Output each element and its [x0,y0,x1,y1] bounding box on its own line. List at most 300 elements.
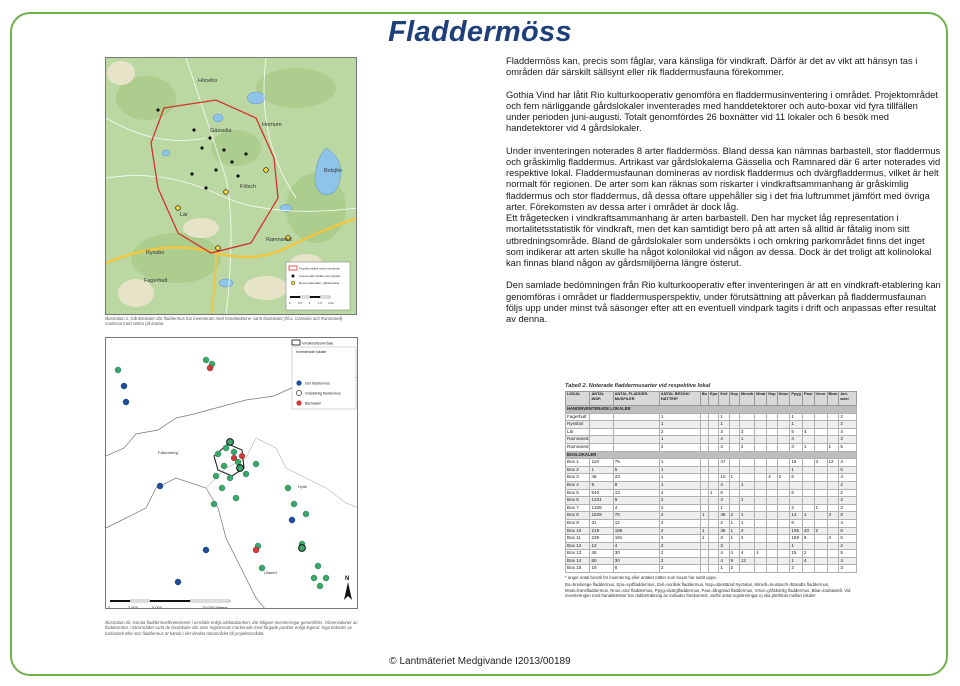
paragraph-species: Under inventeringen noterades 8 arter fladdermöss. Bland dessa kan nämnas barbastell, stor fladdermus och gråskimlig fladdermus. Artrikast var gårdslokalerna Gässelia och Ramnared där 6 arter noterades vid respektive lokal. Fladdermusfaunan domineras av nordisk fladdermus och dvärgfladdermus, vilket är helt normalt för regionen. De arter som kan räknas som riskarter i vindkraftsammanhang är gråskimlig fladdermus och stor fladdermus, då dessa oftare uppehåller sig i det fria luftrummet jämfört med övriga arter. Förekomsten av dessa arter i området är dock låg. [506,145,941,212]
table-cell [814,421,827,429]
table-cell: 1 [827,443,839,451]
table-cell: 19 [590,565,613,573]
table-cell: 4 [802,428,814,436]
table-cell: 12 [613,519,659,527]
table-cell [709,535,719,543]
table-cell: 2 [739,535,754,543]
table-cell: 3 [719,535,729,543]
table-cell [767,565,777,573]
map1-legend-item-2: Inventerade fladdermus gårdar [299,274,341,278]
table-cell: 3 [790,443,803,451]
table-cell [709,527,719,535]
table-cell [814,489,827,497]
table-cell [700,428,708,436]
table-cell [755,443,767,451]
table-cell [729,459,739,467]
table-cell [814,512,827,520]
table-cell [700,497,708,505]
table-cell [814,428,827,436]
table-cell: 1 [739,481,754,489]
map2-legend [292,340,356,409]
table-cell: 8 [613,481,659,489]
table-cell [739,421,754,429]
table-header: Epo [709,392,719,406]
map1-label-ramnared: Ramnared [266,237,292,243]
map2-label-hylte: Hylte [298,484,308,489]
species-table-block [565,383,857,598]
table-cell: 2 [802,550,814,558]
table-cell [777,466,790,474]
table-cell [814,542,827,550]
map2-legend-item-1: stor fladdermus [305,381,330,386]
table-row [566,535,857,543]
table-cell: 4 [839,557,857,565]
table-row [566,443,857,451]
table-cell [802,489,814,497]
table-cell [777,497,790,505]
table-cell: 2 [659,519,700,527]
map2-label-falkenberg: Falkenberg [158,450,179,455]
table-cell: 4 [719,436,729,444]
table-header: Nnoc [777,392,790,406]
map1-caption: Illustration 1. Gårdslokaler där fladdermus har inventerats med handetektorer samt boxlokaler (bl.a. Gässelia och Ramnared) markerat med cirklar på kartan. [105,316,343,327]
table-cell: 181 [613,535,659,543]
table-cell [777,436,790,444]
table-cell [827,481,839,489]
topographic-map [105,57,357,315]
table-cell [802,504,814,512]
table-header: Nsp [767,392,777,406]
table-header: ANTAL FLADDER-MUSFILER [613,392,659,406]
table-title: Tabell 2. Noterade fladdermusarter vid respektive lokal [565,383,711,389]
table-cell [700,436,708,444]
table-cell [777,413,790,421]
table-cell: 48 [590,474,613,482]
map1-label-ryssbo: Ryssbo [146,250,165,256]
table-cell [700,459,708,467]
table-cell [709,519,719,527]
table-header: Bbar [827,392,839,406]
table-cell: 1 [755,550,767,558]
table-cell: 3 [739,428,754,436]
table-cell: 2 [659,550,700,558]
table-cell: 540 [590,489,613,497]
table-row [566,519,857,527]
table-cell [814,481,827,489]
table-cell: 9 [729,557,739,565]
table-cell [709,428,719,436]
table-cell: 1 [739,519,754,527]
table-cell [700,443,708,451]
table-header: Nsp [729,392,739,406]
table-cell: 1 [790,557,803,565]
table-cell: 2 [659,428,700,436]
table-cell [777,512,790,520]
map1-label-folsch: Fölsch [240,184,257,190]
table-cell [709,512,719,520]
table-cell: 30 [613,550,659,558]
table-cell [767,436,777,444]
map2-scale-0: 0 [108,605,111,609]
map2-scale-1: 2 500 [128,605,139,609]
table-cell [755,436,767,444]
table-cell [767,527,777,535]
svg-text:N: N [345,576,350,582]
table-cell: 5 [839,443,857,451]
table-header: Bo [700,392,708,406]
table-cell [729,504,739,512]
table-cell: 4 [802,557,814,565]
table-section-label: BOXLOKALER [566,451,857,459]
table-cell: 3 [719,428,729,436]
table-cell: 4 [739,550,754,558]
table-section-row [566,451,857,459]
table-cell: 3 [814,459,827,467]
table-cell: 4 [839,428,857,436]
table-cell [755,512,767,520]
table-cell [709,481,719,489]
table-cell [709,436,719,444]
table-cell: 1 [719,504,729,512]
table-cell [700,481,708,489]
table-cell: 8 [839,512,857,520]
table-row [566,481,857,489]
paragraph-inventory: Gothia Vind har låtit Rio kulturkooperativ genomföra en fladdermusinventering i området. Projektområdet och fem närliggande gårdslokaler inventerades med handdetektorer och auto-boxar vid fyra tillfällen under perioden juni-augusti. Totalt genomfördes 26 boxnätter vid 11 lokaler och 6 besök med handetektorer vid 4 gårdslokaler. [506,89,938,134]
table-cell: 23 [613,474,659,482]
table-cell [814,565,827,573]
table-cell: 1 [739,436,754,444]
table-cell: 4 [767,474,777,482]
table-row [566,428,857,436]
table-cell [729,436,739,444]
table-row [566,436,857,444]
table-cell [700,504,708,512]
map1-scale-4: 2 km [328,301,335,305]
table-cell: Box 1 [566,459,590,467]
table-header: Enil [719,392,729,406]
table-cell: 1 [659,459,700,467]
table-row [566,550,857,558]
table-cell: 4 [719,550,729,558]
table-cell: 3 [739,527,754,535]
map2-legend-sub: Inventerade lokaler [296,350,327,354]
table-cell: 1 [659,474,700,482]
table-cell: 75 [613,459,659,467]
table-cell: 48 [719,512,729,520]
table-cell [827,474,839,482]
table-cell [739,474,754,482]
table-cell: 2 [659,542,700,550]
table-cell [827,466,839,474]
table-cell [590,421,613,429]
table-cell [777,557,790,565]
table-cell [767,557,777,565]
table-cell [590,428,613,436]
table-cell [814,443,827,451]
table-cell: 5 [613,466,659,474]
table-row [566,489,857,497]
table-cell: 1 [729,474,739,482]
table-cell: 2 [659,565,700,573]
table-cell: Box 8 [566,512,590,520]
table-cell: 2 [839,542,857,550]
table-cell: 4 [613,542,659,550]
table-cell [755,428,767,436]
table-cell [755,535,767,543]
table-cell [729,481,739,489]
table-cell: 48 [590,550,613,558]
table-cell: 1 [590,466,613,474]
table-cell [755,459,767,467]
map1-scale-1: 0.5 [298,301,302,305]
table-cell: Box 12 [566,542,590,550]
table-cell [739,542,754,550]
table-cell [827,497,839,505]
table-cell: Box 6 [566,497,590,505]
table-cell: 2 [719,519,729,527]
table-cell [590,436,613,444]
table-cell [814,550,827,558]
table-cell: 6 [790,489,803,497]
table-cell [767,550,777,558]
table-cell [827,421,839,429]
table-cell [700,550,708,558]
table-cell: 1 [719,565,729,573]
table-cell [700,565,708,573]
table-cell: Box 10 [566,527,590,535]
map1-scale-0: 0 [289,301,291,305]
table-cell: Ryssbol [566,421,590,429]
table-cell [613,421,659,429]
table-cell: 2 [659,497,700,505]
table-cell: 3 [719,443,729,451]
table-cell [700,421,708,429]
table-header: ANTAL BESÖK/ NÄTTER* [659,392,700,406]
table-cell: 6 [839,535,857,543]
species-table [565,391,857,573]
map2-caption: Illustration 2b. Kända fladdermusförekomster i området enligt artdatabanken, där tidigare inventeringar genomförts. Observationer av fladdermöss i närområdet samt de boxlokaler där arter registrerats markerade med färgade punkter enligt legend. Inga kolonier av barbastell eller stor fladdermus är kända i det direkta närområdet till projektområdet. [105,620,358,636]
table-header: Mnat [755,392,767,406]
table-cell [755,542,767,550]
table-cell [814,474,827,482]
table-cell [814,466,827,474]
table-cell [802,421,814,429]
table-cell [827,489,839,497]
table-cell: Ramnared [566,436,590,444]
table-cell: Fagerhult [566,413,590,421]
map1-label-hornum: Hornum [262,122,282,128]
map1-legend-item-3: Boxar placerade i gårdslokaler [299,281,340,285]
table-cell: 1 [659,421,700,429]
table-cell: Lär [566,428,590,436]
table-cell [767,421,777,429]
table-cell [700,413,708,421]
table-cell [755,504,767,512]
table-cell [613,443,659,451]
table-cell: Box 11 [566,535,590,543]
table-cell: 6 [719,489,729,497]
table-cell: 3 [839,504,857,512]
table-cell: 2 [659,535,700,543]
table-cell: 30 [613,557,659,565]
table-cell: 8 [790,519,803,527]
table-cell: 4 [839,474,857,482]
table-row [566,512,857,520]
table-cell [767,497,777,505]
table-row [566,527,857,535]
table-cell: 2 [839,413,857,421]
table-cell [729,443,739,451]
table-cell [700,474,708,482]
table-cell: 40 [802,527,814,535]
table-header: LOKAL [566,392,590,406]
table-cell [777,542,790,550]
table-cell: 6 [839,527,857,535]
table-cell: 2 [839,489,857,497]
table-cell: 3 [839,436,857,444]
map2-scale-3: 10 000 Meters [202,605,228,609]
table-cell: 1 [790,542,803,550]
table-cell [767,481,777,489]
table-cell: 12 [739,557,754,565]
table-cell [719,466,729,474]
table-cell [802,497,814,505]
table-cell [777,535,790,543]
table-cell: 15 [790,459,803,467]
table-cell [777,459,790,467]
table-cell [767,489,777,497]
table-cell [767,535,777,543]
table-cell [827,504,839,512]
table-cell: 1 [729,519,739,527]
map2-legend-item-2: Gråskimlig fladdermus [305,391,341,396]
table-cell [827,550,839,558]
table-cell: 2 [790,504,803,512]
table-cell [767,512,777,520]
table-row [566,459,857,467]
table-cell [767,466,777,474]
table-cell [739,413,754,421]
table-cell [827,519,839,527]
table-cell [709,466,719,474]
table-cell [755,557,767,565]
table-cell [777,489,790,497]
table-cell: 35 [719,527,729,535]
table-header: ANTAL INSP. [590,392,613,406]
table-cell: 1 [700,535,708,543]
table-cell: 2 [839,421,857,429]
table-cell [729,421,739,429]
table-cell: 2 [814,527,827,535]
table-cell [709,557,719,565]
table-header: Mms/b [739,392,754,406]
table-cell [709,504,719,512]
table-cell [755,527,767,535]
table-cell: 15 [790,550,803,558]
table-cell [802,413,814,421]
table-cell [755,421,767,429]
table-cell [777,428,790,436]
table-cell: 5 [790,428,803,436]
map2-label-ullared: Ullared [264,570,277,575]
table-cell [709,565,719,573]
table-cell: 4 [719,557,729,565]
table-cell: 9 [802,535,814,543]
table-row [566,413,857,421]
table-cell: 1 [802,512,814,520]
map1-scale-3: 1.5 [318,301,322,305]
table-cell: Box 2 [566,466,590,474]
table-cell [709,421,719,429]
table-cell [802,481,814,489]
table-cell [613,436,659,444]
table-row [566,565,857,573]
table-cell [755,481,767,489]
table-cell: 239 [590,535,613,543]
table-section-label: HANDINVENTERADE LOKALER [566,406,857,414]
table-cell [700,542,708,550]
page-title: Fladdermöss [388,16,572,48]
table-cell: 3 [719,542,729,550]
table-cell [739,504,754,512]
table-cell: Box 3 [566,474,590,482]
map1-legend-item-1: Projektområde sista inventerat [299,266,340,271]
table-legend: Bo=bredvinge fladdermus, Epo=sydfladdermus, Enil=nordisk fladdermus, Nsp=obestämd Nyctalus, Mms/b=mustasch-/Brandts fladdermus, Mnat=fransfladdermus, Nnoc=stor fladdermus, Ppyg=dvärgfladdermus, Paur=långörad fladdermus, Vmur=gråskimlig fladdermus, Bbar=barbastell. Vid inventeringen med handdetektor har dubbelräkning av individer förekommit, varför antal registreringar ej ska jämföras mellan lokaler. [565,582,851,599]
table-cell [827,527,839,535]
table-cell [777,481,790,489]
table-cell [777,504,790,512]
table-cell: 105 [790,527,803,535]
table-cell: 4 [613,504,659,512]
table-cell: 8 [613,565,659,573]
table-cell: 2 [659,443,700,451]
table-cell [739,565,754,573]
table-cell [767,459,777,467]
table-cell [755,466,767,474]
table-cell [814,557,827,565]
table-cell [827,413,839,421]
map1-label-lar: Lär [180,212,188,218]
table-cell: 1 [700,527,708,535]
table-row [566,474,857,482]
table-cell: 2 [790,565,803,573]
table-cell: Ramnared [566,443,590,451]
table-cell: 1829 [590,512,613,520]
table-cell: 159 [790,535,803,543]
table-cell: 1 [659,466,700,474]
table-row [566,504,857,512]
table-cell [827,428,839,436]
table-cell [802,474,814,482]
table-cell: 1 [739,512,754,520]
table-cell: 1326 [590,504,613,512]
table-cell [755,489,767,497]
table-cell [827,557,839,565]
table-row [566,466,857,474]
table-cell: 4 [839,519,857,527]
table-cell: 1 [814,504,827,512]
table-cell [777,527,790,535]
table-cell [700,557,708,565]
table-cell: 1 [719,413,729,421]
table-cell: 47 [719,459,729,467]
table-cell: 12 [827,459,839,467]
table-cell [755,497,767,505]
map1-label-honebo: Hönebo [198,78,218,84]
table-cell: 2 [659,489,700,497]
table-cell: Box 15 [566,565,590,573]
table-cell: 4 [790,436,803,444]
